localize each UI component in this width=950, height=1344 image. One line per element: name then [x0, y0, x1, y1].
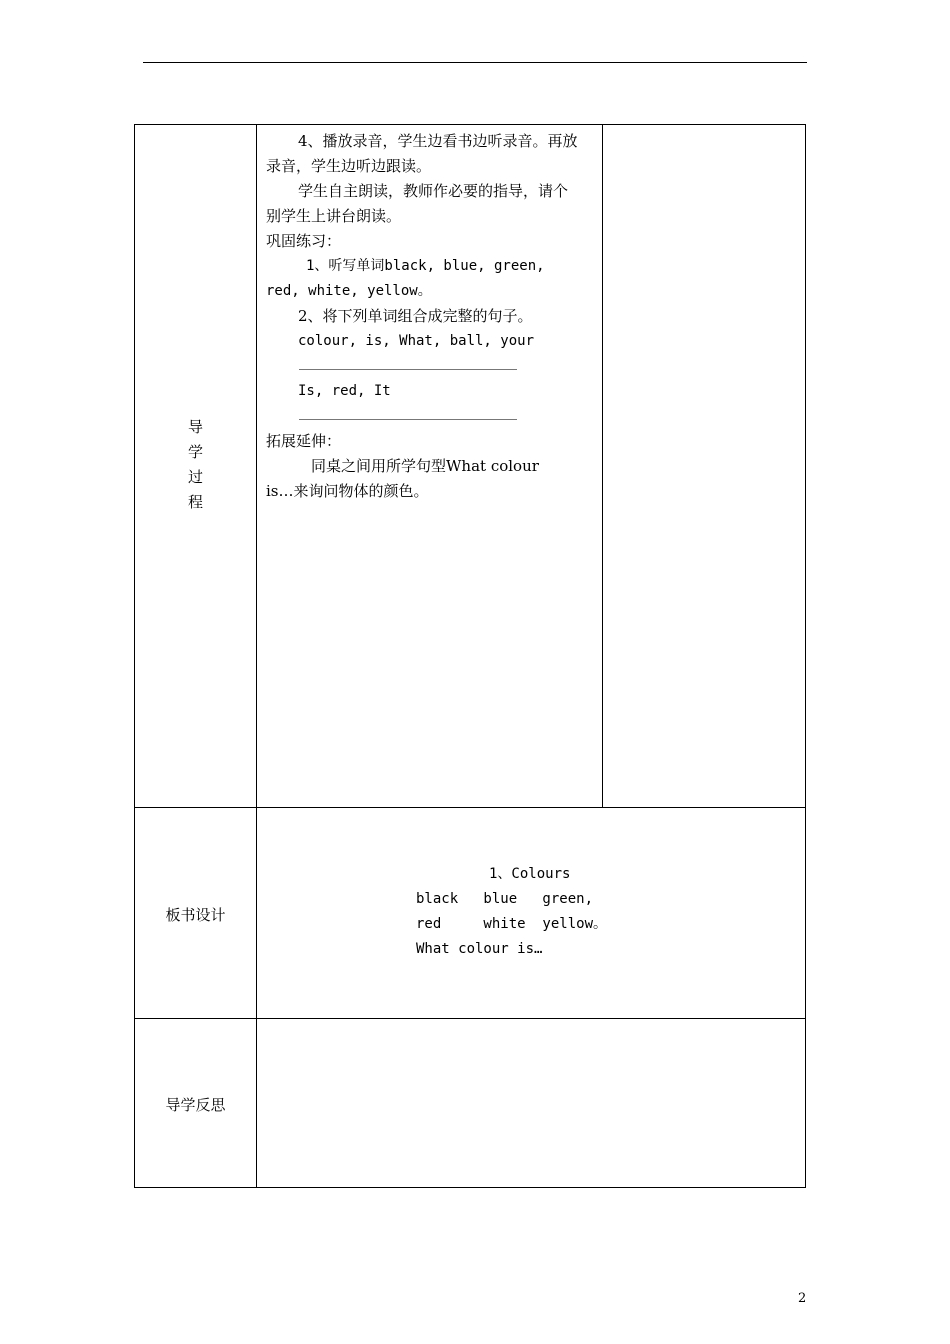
page-number: 2 — [798, 1291, 807, 1306]
board-line: What colour is… — [416, 941, 543, 957]
lesson-plan-table — [134, 124, 806, 1188]
content-line: Is, red, It — [298, 383, 391, 399]
row-divider-reflection — [135, 1018, 805, 1019]
content-line: 4、播放录音，学生边看书边听录音。再放 — [298, 132, 578, 150]
content-line: red, white, yellow。 — [266, 283, 432, 299]
column-divider-label — [256, 125, 257, 1187]
content-line: 学生自主朗读，教师作必要的指导，请个 — [298, 182, 569, 200]
label-char: 导 — [187, 418, 203, 436]
content-line: colour, is, What, ball, your — [298, 333, 535, 349]
label-char: 过 — [187, 468, 203, 486]
content-line: 同桌之间用所学句型What colour — [311, 457, 539, 475]
answer-space — [266, 354, 600, 379]
content-line: 拓展延伸： — [266, 432, 342, 450]
content-line: is…来询问物体的颜色。 — [266, 482, 429, 500]
column-divider-notes — [602, 125, 603, 807]
answer-space — [266, 404, 600, 429]
content-line: 录音，学生边听边跟读。 — [266, 157, 432, 175]
content-line: 2、将下列单词组合成完整的句子。 — [298, 307, 533, 325]
board-title: 1、Colours — [489, 866, 571, 882]
row-label-board: 板书设计 — [165, 906, 226, 924]
process-content — [266, 129, 600, 504]
row-label-reflection: 导学反思 — [165, 1096, 226, 1114]
answer-line-1[interactable] — [299, 369, 517, 370]
label-char: 学 — [187, 443, 203, 461]
board-line: red white yellow。 — [416, 916, 608, 932]
row-label-process — [135, 415, 256, 515]
content-line: 别学生上讲台朗读。 — [266, 207, 402, 225]
board-line: black blue green, — [416, 891, 594, 907]
row-divider-board — [135, 807, 805, 808]
answer-line-2[interactable] — [299, 419, 517, 420]
content-line: 巩固练习： — [266, 232, 342, 250]
label-char: 程 — [187, 493, 203, 511]
content-line: 1、听写单词black, blue, green, — [306, 258, 545, 274]
header-rule — [143, 62, 807, 63]
board-content — [416, 862, 607, 962]
